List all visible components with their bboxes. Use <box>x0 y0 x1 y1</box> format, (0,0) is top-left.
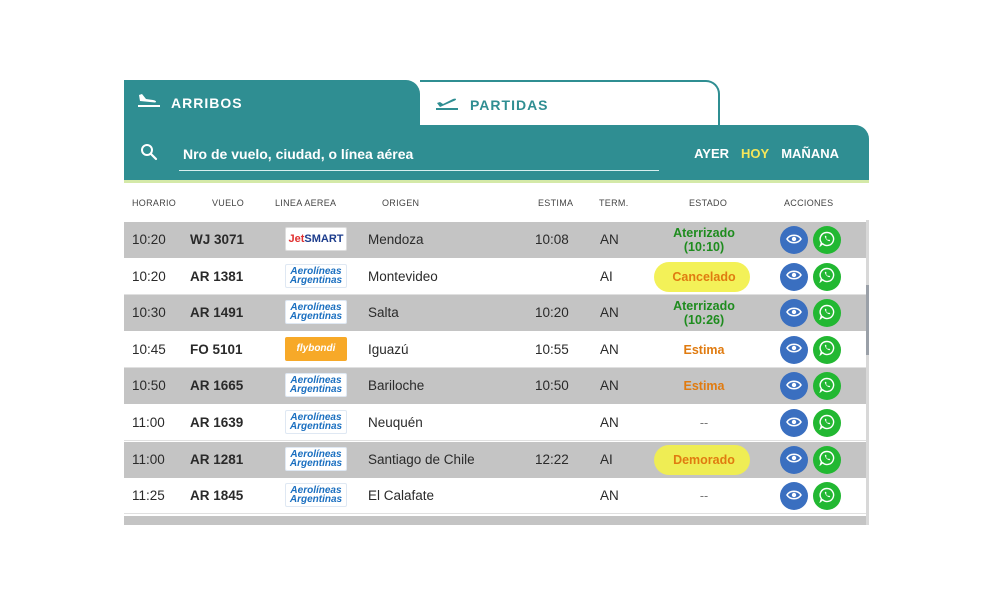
next-row-peek <box>124 516 866 525</box>
whatsapp-share-button[interactable] <box>813 226 841 254</box>
cell-horario: 11:25 <box>132 488 165 504</box>
scrollbar-thumb[interactable] <box>866 285 869 355</box>
col-term: TERM. <box>599 198 629 208</box>
cell-vuelo: AR 1491 <box>190 305 244 321</box>
view-details-button[interactable] <box>780 446 808 474</box>
view-details-button[interactable] <box>780 409 808 437</box>
flight-board <box>124 80 869 525</box>
airline-logo-aerolineas <box>285 373 347 397</box>
cell-horario: 10:30 <box>132 305 166 321</box>
day-ayer[interactable]: AYER <box>694 146 730 161</box>
eye-icon <box>786 416 802 431</box>
tab-partidas[interactable] <box>420 80 720 126</box>
view-details-button[interactable] <box>780 299 808 327</box>
cell-vuelo: AR 1281 <box>190 451 244 467</box>
col-estado: ESTADO <box>689 198 728 208</box>
airline-logo-jetsmart <box>285 227 347 251</box>
logo-text: Argentinas <box>289 384 343 396</box>
whatsapp-icon <box>819 231 835 250</box>
whatsapp-icon <box>819 450 835 469</box>
logo-text: Argentinas <box>289 457 343 469</box>
cell-vuelo: AR 1845 <box>190 488 244 504</box>
col-estima: ESTIMA <box>538 198 574 208</box>
eye-icon <box>786 342 802 357</box>
cell-term: AI <box>600 268 613 284</box>
logo-text <box>290 450 342 468</box>
col-vuelo: VUELO <box>212 198 245 208</box>
whatsapp-share-button[interactable] <box>813 482 841 510</box>
search-bar <box>124 125 869 182</box>
airline-logo-aerolineas <box>285 300 347 324</box>
whatsapp-icon <box>819 304 835 323</box>
cell-origen: El Calafate <box>368 488 435 504</box>
tab-arribos[interactable] <box>124 80 420 126</box>
logo-text: Aerolíneas <box>290 448 342 460</box>
logo-text <box>290 267 342 285</box>
table-row[interactable] <box>124 332 866 368</box>
cell-term: AN <box>600 232 619 247</box>
cell-vuelo: FO 5101 <box>190 341 243 357</box>
table-row[interactable] <box>124 259 866 295</box>
cell-estima: 10:20 <box>535 305 569 321</box>
day-hoy[interactable]: HOY <box>741 146 770 161</box>
whatsapp-icon <box>819 487 835 506</box>
eye-icon <box>786 489 802 504</box>
scrollbar-track[interactable] <box>866 220 869 525</box>
logo-text: Aerolíneas <box>290 485 342 497</box>
logo-text: Argentinas <box>289 311 343 323</box>
logo-text: Aerolíneas <box>290 412 342 423</box>
airline-logo-aerolineas <box>285 410 347 434</box>
logo-text <box>290 413 342 431</box>
table-row[interactable] <box>124 222 866 258</box>
search-input[interactable] <box>179 137 659 171</box>
cell-origen: Salta <box>368 305 399 321</box>
whatsapp-share-button[interactable] <box>813 446 841 474</box>
cell-horario: 11:00 <box>132 451 165 467</box>
eye-icon <box>786 306 802 321</box>
whatsapp-icon <box>819 267 835 286</box>
cell-horario: 10:20 <box>132 268 166 284</box>
table-row[interactable] <box>124 295 866 331</box>
logo-text <box>290 486 342 504</box>
whatsapp-share-button[interactable] <box>813 299 841 327</box>
cell-term: AN <box>600 488 619 504</box>
tab-arribos-label: ARRIBOS <box>171 95 243 111</box>
eye-icon <box>786 452 802 467</box>
cell-vuelo: AR 1639 <box>190 415 244 430</box>
whatsapp-share-button[interactable] <box>813 372 841 400</box>
day-manana[interactable]: MAÑANA <box>781 146 839 161</box>
eye-icon <box>786 269 802 284</box>
airline-logo-aerolineas <box>285 264 347 288</box>
table-header <box>124 184 869 220</box>
cell-estima: 10:50 <box>535 378 569 394</box>
airline-logo-aerolineas <box>285 447 347 471</box>
status-badge: Aterrizado (10:26) <box>673 299 735 328</box>
plane-takeoff-icon <box>434 94 460 112</box>
view-details-button[interactable] <box>780 372 808 400</box>
cell-estima: 10:55 <box>535 341 569 357</box>
logo-text <box>290 376 342 394</box>
cell-term: AN <box>600 341 619 357</box>
plane-landing-icon <box>136 92 162 110</box>
status-badge: Cancelado <box>672 269 736 284</box>
cell-vuelo: WJ 3071 <box>190 232 245 247</box>
logo-text: Argentinas <box>289 274 343 286</box>
view-details-button[interactable] <box>780 336 808 364</box>
logo-text: Aerolíneas <box>290 375 342 387</box>
tab-partidas-label: PARTIDAS <box>470 97 549 113</box>
view-details-button[interactable] <box>780 482 808 510</box>
view-details-button[interactable] <box>780 226 808 254</box>
cell-origen: Neuquén <box>368 415 423 430</box>
cell-term: AN <box>600 305 619 321</box>
view-details-button[interactable] <box>780 263 808 291</box>
logo-text: Aerolíneas <box>290 265 342 277</box>
status-badge: Aterrizado (10:10) <box>673 226 735 254</box>
cell-origen: Bariloche <box>368 378 425 394</box>
logo-text <box>290 303 342 321</box>
airline-logo-flybondi <box>285 337 347 361</box>
status-badge: -- <box>699 416 709 430</box>
whatsapp-icon <box>819 377 835 396</box>
logo-text: Jet <box>288 232 305 245</box>
logo-text: flybondi <box>296 343 336 355</box>
logo-text: Argentinas <box>289 494 343 506</box>
col-acciones: ACCIONES <box>784 198 834 208</box>
day-selector <box>694 146 839 161</box>
whatsapp-icon <box>819 414 835 433</box>
col-linea: LINEA AEREA <box>275 198 337 208</box>
logo-text: Aerolíneas <box>290 302 342 314</box>
search-icon[interactable] <box>140 143 158 161</box>
status-badge: Estima <box>683 342 725 357</box>
cell-vuelo: AR 1381 <box>190 268 244 284</box>
cell-origen: Iguazú <box>368 341 409 357</box>
cell-horario: 10:20 <box>132 232 166 247</box>
col-origen: ORIGEN <box>382 198 420 208</box>
status-badge: Demorado <box>673 452 735 467</box>
cell-origen: Santiago de Chile <box>368 451 475 467</box>
whatsapp-share-button[interactable] <box>813 263 841 291</box>
whatsapp-share-button[interactable] <box>813 409 841 437</box>
status-badge: -- <box>699 489 709 504</box>
cell-term: AN <box>600 415 619 430</box>
cell-estima: 12:22 <box>535 451 569 467</box>
logo-text: SMART <box>304 232 344 245</box>
cell-horario: 11:00 <box>132 415 165 430</box>
cell-vuelo: AR 1665 <box>190 378 244 394</box>
whatsapp-share-button[interactable] <box>813 336 841 364</box>
table-row[interactable] <box>124 368 866 404</box>
cell-horario: 10:45 <box>132 341 166 357</box>
col-horario: HORARIO <box>132 198 177 208</box>
cell-horario: 10:50 <box>132 378 166 394</box>
cell-estima: 10:08 <box>535 232 569 247</box>
logo-text: Argentinas <box>289 421 343 432</box>
whatsapp-icon <box>819 340 835 359</box>
eye-icon <box>786 379 802 394</box>
cell-origen: Mendoza <box>368 232 424 247</box>
cell-term: AN <box>600 378 619 394</box>
table-row[interactable] <box>124 478 866 514</box>
table-row[interactable] <box>124 442 866 478</box>
cell-term: AI <box>600 451 613 467</box>
airline-logo-aerolineas <box>285 483 347 507</box>
status-badge: Estima <box>683 379 725 394</box>
cell-origen: Montevideo <box>368 268 438 284</box>
eye-icon <box>786 233 802 248</box>
accent-line <box>124 180 869 183</box>
table-row[interactable] <box>124 405 866 441</box>
